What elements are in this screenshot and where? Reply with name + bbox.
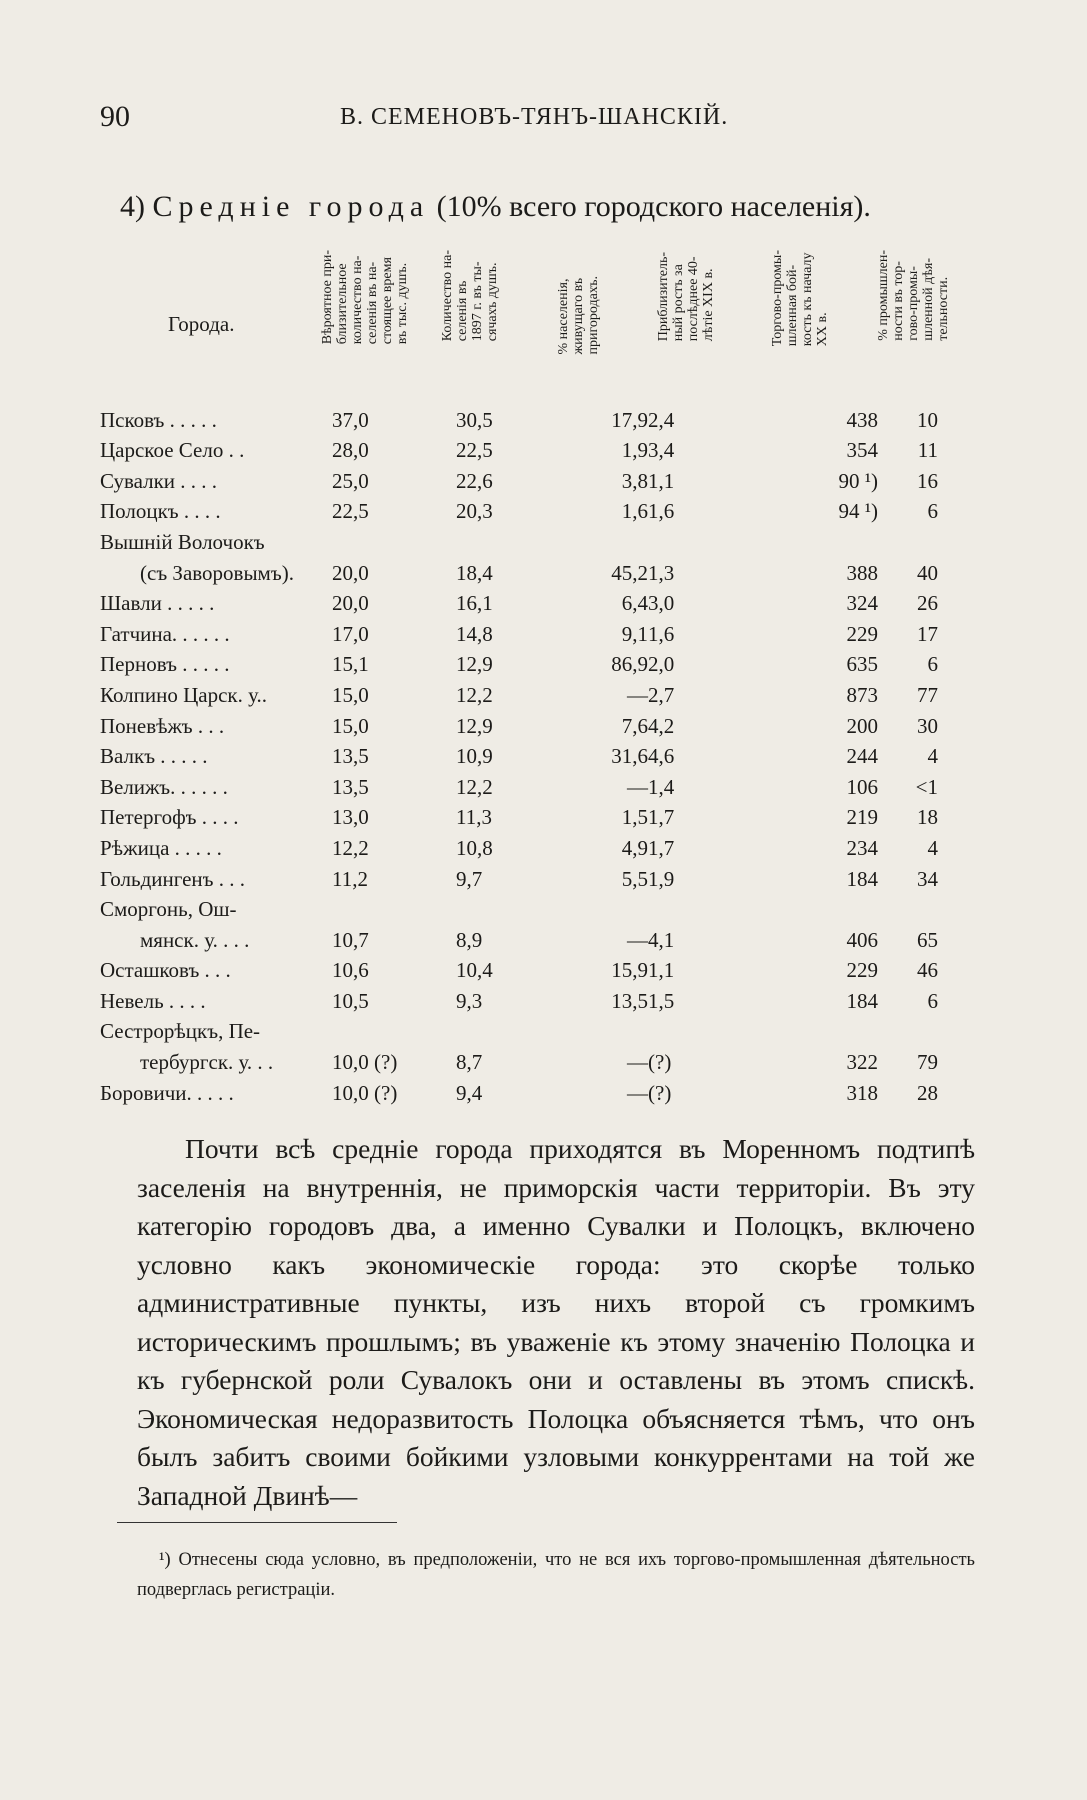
table-row <box>100 985 938 1016</box>
suburban-percent-cell: 4,9 <box>621 835 648 860</box>
column-header-population-1897: Количество на- селенія въ 1897 г. въ ты- сячахъ душъ. <box>440 250 500 342</box>
population-1897-cell: 10,8 <box>456 835 493 860</box>
trade-activity-cell: 200 <box>846 713 878 738</box>
city-name-cell: Шавли . . . . . <box>100 591 215 616</box>
column-header-est-population: Вѣроятное при- близительное количество на- селенія въ на- стоящее время въ тыс. душъ. <box>320 250 410 345</box>
growth-cell <box>648 1016 748 1047</box>
suburban-percent-cell: 1,6 <box>621 499 648 524</box>
est-population-cell: 13,5 <box>332 744 369 769</box>
table-row <box>100 771 938 802</box>
city-name-cell: Гольдингенъ . . . <box>100 866 245 891</box>
est-population-cell: 17,0 <box>332 621 369 646</box>
footnote <box>137 1545 975 1605</box>
population-1897-cell: 9,4 <box>456 1080 483 1105</box>
table-row <box>100 557 938 588</box>
growth-cell: 3,0 <box>648 591 675 616</box>
industry-percent-cell: 79 <box>917 1050 938 1075</box>
trade-activity-cell: 219 <box>846 805 878 830</box>
trade-activity-cell: 324 <box>846 591 878 616</box>
section-subtitle: (10% всего городского населенія). <box>436 190 871 223</box>
table-row <box>100 496 938 527</box>
table-row <box>100 435 938 466</box>
suburban-percent-cell: 45,2 <box>611 560 648 585</box>
city-column-header: Города. <box>168 312 235 336</box>
city-name-cell: Петергофъ . . . . <box>100 805 239 830</box>
industry-percent-cell: 10 <box>917 407 938 432</box>
industry-percent-cell: 17 <box>917 621 938 646</box>
trade-activity-cell: 106 <box>846 774 878 799</box>
industry-percent-cell: 65 <box>917 927 938 952</box>
city-name-cell: Сувалки . . . . <box>100 468 218 493</box>
page-number: 90 <box>100 100 130 133</box>
column-header-trade-activity: Торгово-промы- шленная бой- кость къ началу XX в. <box>770 250 830 347</box>
table-row <box>100 649 938 680</box>
trade-activity-cell <box>748 894 878 925</box>
suburban-percent-cell: 15,9 <box>611 958 648 983</box>
city-name-cell: Вышній Волочокъ <box>100 529 265 554</box>
est-population-cell: 11,2 <box>332 866 368 891</box>
table-row <box>100 1046 938 1077</box>
population-1897-cell: 22,5 <box>456 438 493 463</box>
population-1897-cell: 12,2 <box>456 774 493 799</box>
city-name-cell: Сестрорѣцкъ, Пе- <box>100 1019 261 1044</box>
est-population-cell <box>332 526 456 557</box>
growth-cell: 4,1 <box>648 927 675 952</box>
growth-cell: 1,7 <box>648 805 675 830</box>
city-name-cell: Осташковъ . . . <box>100 958 231 983</box>
city-name-cell: Псковъ . . . . . <box>100 407 217 432</box>
est-population-cell: 10,5 <box>332 988 369 1013</box>
est-population-cell: 10,7 <box>332 927 369 952</box>
city-name-cell: Гатчина. . . . . . <box>100 621 230 646</box>
population-1897-cell: 10,9 <box>456 744 493 769</box>
trade-activity-cell: 438 <box>846 407 878 432</box>
city-name-cell: мянск. у. . . . <box>140 927 250 952</box>
body-text <box>137 1130 975 1515</box>
trade-activity-cell: 229 <box>846 958 878 983</box>
est-population-cell: 37,0 <box>332 407 369 432</box>
population-1897-cell: 12,2 <box>456 682 493 707</box>
suburban-percent-cell: — <box>627 927 648 952</box>
population-1897-cell <box>456 526 542 557</box>
population-1897-cell: 30,5 <box>456 407 493 432</box>
footnote-text: ¹) Отнесены сюда условно, въ предположеніи, что не вся ихъ торгово-промышленная дѣятельность подверглась регистраціи. <box>137 1550 975 1600</box>
cities-table <box>100 404 938 1108</box>
trade-activity-cell: 184 <box>846 866 878 891</box>
est-population-cell: 13,5 <box>332 774 369 799</box>
population-1897-cell <box>456 1016 542 1047</box>
trade-activity-cell: 388 <box>846 560 878 585</box>
suburban-percent-cell: 5,5 <box>621 866 648 891</box>
city-name-cell: тербургск. у. . . <box>140 1050 274 1075</box>
growth-cell: 1,1 <box>648 958 675 983</box>
est-population-cell: 15,1 <box>332 652 369 677</box>
suburban-percent-cell: 1,5 <box>621 805 648 830</box>
table-row <box>100 588 938 619</box>
trade-activity-cell: 229 <box>846 621 878 646</box>
est-population-cell: 20,0 <box>332 560 369 585</box>
city-name-cell: Колпино Царск. у.. <box>100 682 268 707</box>
growth-cell: (?) <box>648 1080 672 1105</box>
industry-percent-cell: 6 <box>927 652 938 677</box>
industry-percent-cell: 4 <box>927 835 938 860</box>
est-population-cell: 22,5 <box>332 499 369 524</box>
trade-activity-cell: 234 <box>846 835 878 860</box>
industry-percent-cell: 46 <box>917 958 938 983</box>
trade-activity-cell: 873 <box>846 682 878 707</box>
industry-percent-cell: 18 <box>917 805 938 830</box>
growth-cell: 1,1 <box>648 468 675 493</box>
suburban-percent-cell <box>542 1016 648 1047</box>
population-1897-cell: 12,9 <box>456 713 493 738</box>
population-1897-cell: 16,1 <box>456 591 493 616</box>
city-name-cell: Боровичи. . . . . <box>100 1080 234 1105</box>
population-1897-cell <box>456 894 542 925</box>
table-row <box>100 404 938 435</box>
city-name-cell: (съ Заворовымъ). <box>140 560 294 585</box>
growth-cell: 1,4 <box>648 774 675 799</box>
footnote-rule <box>117 1522 397 1523</box>
section-title-spaced: Средніе города <box>152 190 430 223</box>
est-population-cell <box>332 894 456 925</box>
growth-cell: 1,6 <box>648 499 675 524</box>
industry-percent-cell: 28 <box>917 1080 938 1105</box>
growth-cell: 4,6 <box>648 744 675 769</box>
population-1897-cell: 9,7 <box>456 866 483 891</box>
industry-percent-cell: <1 <box>915 774 938 799</box>
growth-cell <box>648 526 748 557</box>
est-population-cell <box>332 1016 456 1047</box>
est-population-cell: 10,0 (?) <box>332 1080 398 1105</box>
trade-activity-cell: 318 <box>846 1080 878 1105</box>
table-row <box>100 679 938 710</box>
industry-percent-cell: 40 <box>917 560 938 585</box>
industry-percent-cell: 16 <box>917 468 938 493</box>
industry-percent-cell: 11 <box>917 438 938 463</box>
est-population-cell: 13,0 <box>332 805 369 830</box>
growth-cell: 2,4 <box>648 407 675 432</box>
column-header-industry-percent: % промышлен- ности въ тор- гово-промы- шленной дѣя- тельности. <box>876 250 951 341</box>
suburban-percent-cell: — <box>627 774 648 799</box>
population-1897-cell: 20,3 <box>456 499 493 524</box>
est-population-cell: 12,2 <box>332 835 369 860</box>
city-name-cell: Царское Село . . <box>100 438 245 463</box>
table-row <box>100 924 938 955</box>
population-1897-cell: 14,8 <box>456 621 493 646</box>
page-header <box>100 100 970 140</box>
city-name-cell: Велижъ. . . . . . <box>100 774 228 799</box>
body-paragraph: Почти всѣ средніе города приходятся въ Моренномъ подтипѣ заселенія на внутреннія, не приморскія части территоріи. Въ эту категорію городовъ два, а именно Сувалки и Полоцкъ, включено условно какъ экономическіе города: это скорѣе только административные пункты, изъ нихъ второй съ громкимъ историческимъ прошлымъ; въ уваженіе къ этому значенію Полоцка и къ губернской роли Сувалокъ они и оставлены въ этомъ спискѣ. Экономическая недоразвитость Полоцка объясняется тѣмъ, что онъ былъ забитъ своими бойкими узловыми конкуррентами на той же Западной Двинѣ— <box>137 1133 975 1511</box>
table-row <box>100 802 938 833</box>
industry-percent-cell: 4 <box>927 744 938 769</box>
est-population-cell: 25,0 <box>332 468 369 493</box>
suburban-percent-cell: — <box>627 1080 648 1105</box>
column-header-growth-40yr: Приблизитель- ный ростъ за послѣднее 40- лѣтіе XIX в. <box>656 252 716 342</box>
table-row <box>100 894 938 925</box>
city-name-cell: Сморгонь, Ош- <box>100 897 237 922</box>
est-population-cell: 15,0 <box>332 713 369 738</box>
table-row <box>100 710 938 741</box>
city-name-cell: Валкъ . . . . . <box>100 744 208 769</box>
trade-activity-cell: 354 <box>846 438 878 463</box>
growth-cell: 1,5 <box>648 988 675 1013</box>
table-row <box>100 741 938 772</box>
trade-activity-cell <box>748 1016 878 1047</box>
trade-activity-cell: 322 <box>846 1050 878 1075</box>
city-name-cell: Поневѣжъ . . . <box>100 713 225 738</box>
suburban-percent-cell: — <box>627 1050 648 1075</box>
growth-cell: 1,7 <box>648 835 675 860</box>
population-1897-cell: 8,7 <box>456 1050 483 1075</box>
industry-percent-cell <box>878 1016 938 1047</box>
population-1897-cell: 8,9 <box>456 927 483 952</box>
section-number: 4) <box>120 190 145 223</box>
growth-cell <box>648 894 748 925</box>
city-name-cell: Невель . . . . <box>100 988 206 1013</box>
trade-activity-cell: 90 ¹) <box>838 468 878 493</box>
trade-activity-cell: 184 <box>846 988 878 1013</box>
growth-cell: (?) <box>648 1050 672 1075</box>
city-name-cell: Рѣжица . . . . . <box>100 835 222 860</box>
section-title <box>120 190 871 224</box>
growth-cell: 1,6 <box>648 621 675 646</box>
table-row <box>100 955 938 986</box>
industry-percent-cell: 6 <box>927 499 938 524</box>
suburban-percent-cell: 31,6 <box>611 744 648 769</box>
growth-cell: 2,0 <box>648 652 675 677</box>
industry-percent-cell: 34 <box>917 866 938 891</box>
column-header-suburban-percent: % населенія, живущаго въ пригородахъ. <box>556 276 601 355</box>
running-title: В. СЕМЕНОВЪ-ТЯНЪ-ШАНСКІЙ. <box>340 104 729 130</box>
table-row <box>100 526 938 557</box>
trade-activity-cell: 244 <box>846 744 878 769</box>
est-population-cell: 10,0 (?) <box>332 1050 398 1075</box>
growth-cell: 1,3 <box>648 560 675 585</box>
table-row <box>100 832 938 863</box>
est-population-cell: 20,0 <box>332 591 369 616</box>
suburban-percent-cell: 6,4 <box>621 591 648 616</box>
growth-cell: 2,7 <box>648 682 675 707</box>
city-name-cell: Полоцкъ . . . . <box>100 499 221 524</box>
suburban-percent-cell: 17,9 <box>611 407 648 432</box>
est-population-cell: 28,0 <box>332 438 369 463</box>
table-row <box>100 863 938 894</box>
population-1897-cell: 22,6 <box>456 468 493 493</box>
population-1897-cell: 12,9 <box>456 652 493 677</box>
industry-percent-cell <box>878 894 938 925</box>
population-1897-cell: 18,4 <box>456 560 493 585</box>
population-1897-cell: 10,4 <box>456 958 493 983</box>
suburban-percent-cell: 9,1 <box>621 621 648 646</box>
industry-percent-cell: 30 <box>917 713 938 738</box>
growth-cell: 3,4 <box>648 438 675 463</box>
industry-percent-cell: 77 <box>917 682 938 707</box>
suburban-percent-cell: 13,5 <box>611 988 648 1013</box>
population-1897-cell: 9,3 <box>456 988 483 1013</box>
table-row <box>100 1077 938 1108</box>
table-row <box>100 465 938 496</box>
table-row <box>100 618 938 649</box>
est-population-cell: 15,0 <box>332 682 369 707</box>
table-row <box>100 1016 938 1047</box>
industry-percent-cell: 6 <box>927 988 938 1013</box>
suburban-percent-cell: 1,9 <box>621 438 648 463</box>
city-name-cell: Перновъ . . . . . <box>100 652 230 677</box>
trade-activity-cell: 635 <box>846 652 878 677</box>
trade-activity-cell: 94 ¹) <box>838 499 878 524</box>
est-population-cell: 10,6 <box>332 958 369 983</box>
industry-percent-cell: 26 <box>917 591 938 616</box>
suburban-percent-cell <box>542 526 648 557</box>
population-1897-cell: 11,3 <box>456 805 492 830</box>
suburban-percent-cell: 86,9 <box>611 652 648 677</box>
suburban-percent-cell <box>542 894 648 925</box>
suburban-percent-cell: — <box>627 682 648 707</box>
trade-activity-cell: 406 <box>846 927 878 952</box>
suburban-percent-cell: 7,6 <box>621 713 648 738</box>
growth-cell: 4,2 <box>648 713 675 738</box>
trade-activity-cell <box>748 526 878 557</box>
growth-cell: 1,9 <box>648 866 675 891</box>
industry-percent-cell <box>878 526 938 557</box>
suburban-percent-cell: 3,8 <box>621 468 648 493</box>
